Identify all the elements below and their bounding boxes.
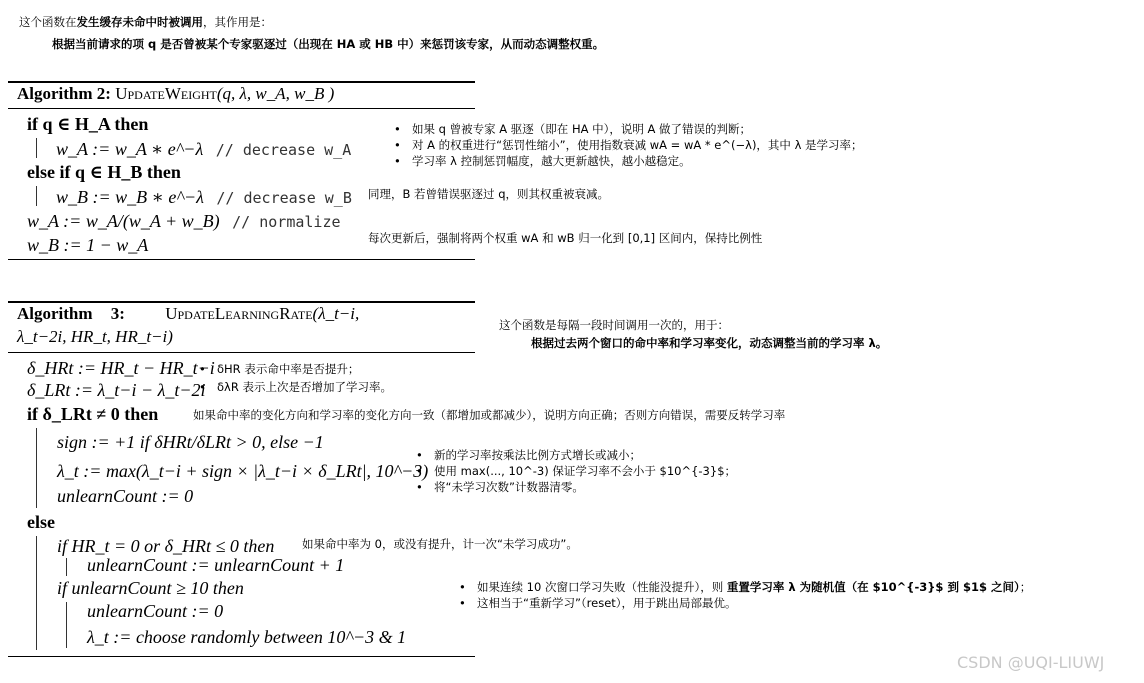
algo3-intro-1: 这个函数是每隔一段时间调用一次的，用于： (499, 318, 729, 332)
algo3-notes-reset (455, 579, 1031, 611)
algo3-title-line-1 (17, 304, 359, 324)
algo3-mid-rule (8, 352, 475, 353)
algo3-note-delta-2: • δλR 表示上次是否增加了学习率。 (195, 379, 392, 395)
algo3-line-dlr: δ_LRt := λ_t−i − λ_t−2i (27, 380, 206, 400)
algo2-title (17, 84, 334, 104)
algo3-note-reset-1 (455, 579, 1031, 595)
algo3-note-update-3: • 将“未学习次数”计数器清零。 (412, 479, 736, 495)
algo3-note-update-2: • 使用 max(..., 10^-3) 保证学习率不会小于 $10^{-3}$； (412, 463, 736, 479)
algo2-line-wb-expr: w_B := w_B ∗ e^−λ (56, 187, 204, 207)
algo2-line-wb (56, 187, 352, 208)
algo2-line-norm-expr: w_A := w_A/(w_A + w_B) (27, 211, 220, 231)
algo3-intro-2: 根据过去两个窗口的命中率和学习率变化，动态调整当前的学习率 λ。 (531, 336, 888, 350)
algo2-block-bar-1 (36, 138, 37, 158)
algo2-line-wa-expr: w_A := w_A ∗ e^−λ (56, 139, 204, 159)
algo3-line-dhr: δ_HRt := HR_t − HR_t−i (27, 358, 215, 378)
algo2-title-name: UpdateWeight (115, 84, 217, 103)
algo3-title-args-2: λ_t−2i, HR_t, HR_t−i) (17, 327, 173, 346)
algo2-notes-a (390, 121, 863, 169)
algo2-note-a-3: • 学习率 λ 控制惩罚幅度，越大更新越快，越小越稳定。 (390, 153, 863, 169)
algo3-line-sign: sign := +1 if δHRt/δLRt > 0, else −1 (57, 432, 324, 452)
algo2-line-if: if q ∈ H_A then (27, 114, 149, 134)
algo3-title-name: UpdateLearningRate (165, 304, 313, 323)
algo2-bottom-rule (8, 259, 475, 260)
algo2-line-elseif: else if q ∈ H_B then (27, 162, 181, 182)
algo2-top-rule (8, 81, 475, 83)
algo3-title-args-1: (λ_t−i, (312, 304, 360, 323)
intro-line-2: 根据当前请求的项 q 是否曾被某个专家驱逐过（出现在 HA 或 HB 中）来惩罚该专家，从而动态调整权重。 (52, 37, 605, 51)
algo3-line-if2: if HR_t = 0 or δ_HRt ≤ 0 then (57, 536, 275, 556)
intro-line-1-prefix: 这个函数在 (19, 15, 77, 29)
algo3-line-if: if δ_LRt ≠ 0 then (27, 404, 159, 424)
algo2-note-a-2: • 对 A 的权重进行“惩罚性缩小”，使用指数衰减 wA = wA * e^(−λ)，其中 λ 是学习率； (390, 137, 863, 153)
intro-line-1 (19, 14, 272, 30)
algo2-note-norm: 每次更新后，强制将两个权重 wA 和 wB 归一化到 [0,1] 区间内，保持比例性 (368, 231, 763, 245)
algo3-line-lambda: λ_t := max(λ_t−i + sign × |λ_t−i × δ_LRt|, 10^−3) (57, 461, 429, 481)
algo2-title-label: Algorithm 2: (17, 84, 111, 103)
algo2-note-b: 同理，B 若曾错误驱逐过 q，则其权重被衰减。 (368, 187, 609, 201)
algo2-block-bar-2 (36, 186, 37, 206)
csdn-watermark: CSDN @UQI-LIUWJ (957, 653, 1105, 672)
algo3-block-bar-1 (36, 428, 37, 508)
algo3-line-unlearn0: unlearnCount := 0 (57, 486, 194, 506)
algo3-bottom-rule (8, 656, 475, 657)
algo3-note-unlearn: 如果命中率为 0，或没有提升，计一次“未学习成功”。 (302, 537, 578, 551)
algo3-note-delta-1: • δHR 表示命中率是否提升； (195, 361, 392, 377)
algo3-line-random: λ_t := choose randomly between 10^−3 & 1 (87, 627, 407, 647)
algo3-block-bar-2 (36, 536, 37, 650)
algo3-note-reset-1-suffix: ； (1019, 580, 1032, 594)
algo2-title-args: (q, λ, w_A, w_B ) (216, 84, 335, 103)
algo2-line-wa (56, 139, 351, 160)
algo3-note-direction: 如果命中率的变化方向和学习率的变化方向一致（都增加或都减少），说明方向正确；否则方向错误，需要反转学习率 (193, 408, 786, 422)
algo2-line-wb-comment: // decrease w_B (216, 189, 352, 207)
algo3-notes-delta (195, 361, 392, 395)
algo3-line-if3: if unlearnCount ≥ 10 then (57, 578, 244, 598)
algo2-mid-rule (8, 108, 475, 109)
algo3-line-unlearn-reset: unlearnCount := 0 (87, 601, 224, 621)
algo3-notes-update (412, 447, 736, 495)
algo3-line-unlearn-inc: unlearnCount := unlearnCount + 1 (87, 555, 345, 575)
algo3-title-num: 3: (110, 304, 125, 323)
algo3-note-reset-1-bold: 重置学习率 λ 为随机值（在 $10^{-3}$ 到 $1$ 之间） (726, 580, 1020, 594)
algo2-line-norm (27, 211, 341, 232)
algo2-line-wb2: w_B := 1 − w_A (27, 235, 149, 255)
algo3-note-reset-2: • 这相当于“重新学习”（reset），用于跳出局部最优。 (455, 595, 1031, 611)
algo3-block-bar-3 (66, 558, 67, 576)
algo2-line-wa-comment: // decrease w_A (215, 141, 352, 159)
intro-line-1-suffix: ，其作用是： (203, 15, 272, 29)
intro-line-1-bold: 发生缓存未命中时被调用 (76, 15, 203, 29)
algo3-line-else: else (27, 512, 55, 532)
algo3-title-label: Algorithm (17, 304, 93, 323)
algo2-note-a-1: • 如果 q 曾被专家 A 驱逐（即在 HA 中），说明 A 做了错误的判断； (390, 121, 863, 137)
algo3-block-bar-4 (66, 602, 67, 648)
algo3-top-rule (8, 301, 475, 303)
algo2-line-norm-comment: // normalize (232, 213, 341, 231)
algo3-note-reset-1-prefix: 如果连续 10 次窗口学习失败（性能没提升），则 (477, 580, 727, 594)
algo3-note-update-1: • 新的学习率按乘法比例方式增长或减小； (412, 447, 736, 463)
